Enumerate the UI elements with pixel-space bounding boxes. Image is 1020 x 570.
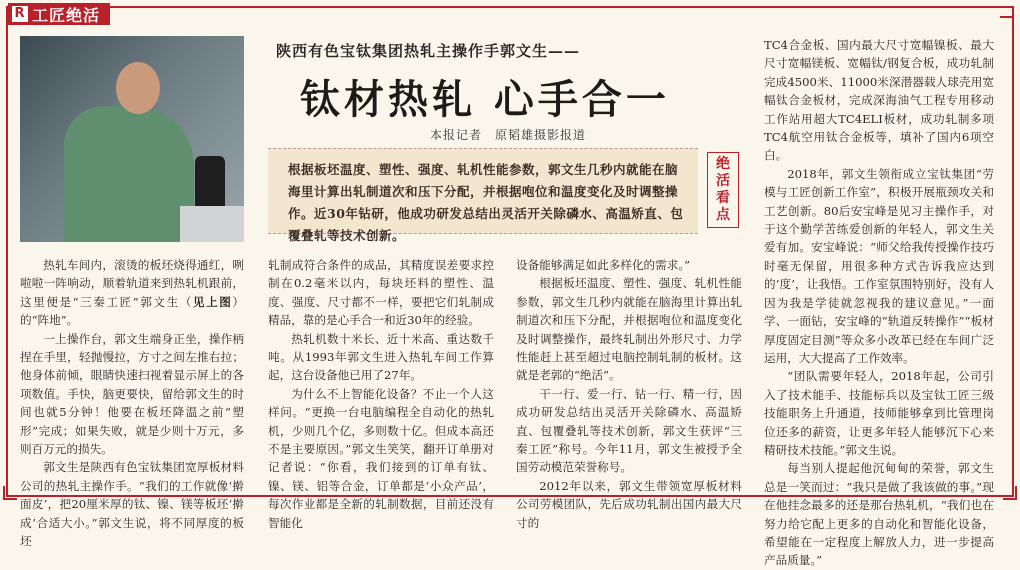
badge-char: 活	[716, 173, 730, 189]
badge-char: 绝	[716, 156, 730, 172]
paragraph: 每当别人提起他沉甸甸的荣誉，郭文生总是一笑而过：“我只是做了我该做的事。”现在他挂念最多的还是那台热轧机，“我们也在努力给它配上更多的自动化和智能化设备，希望能在一定程度上解放人力，进一步提高产品质量。”	[764, 461, 994, 568]
article-headline: 钛材热轧 心手合一	[300, 77, 670, 123]
paragraph: 轧制成符合条件的成品，其精度误差要求控制在0.2毫米以内，每块坯料的塑性、温度、强度、尺寸都不一样，要把它们轧制成精品，靠的是心手合一和近30年的经验。	[268, 258, 494, 328]
article-byline: 本报记者 原韬雄摄影报道	[430, 128, 587, 142]
photo-worker-head	[116, 62, 160, 114]
paragraph: 郭文生是陕西有色宝钛集团宽厚板材料公司的热轧主操作手。“我们的工作就像‘擀面皮’，把20厘米厚的钛、镍、镁等板坯‘擀成’合适大小。”郭文生说，将不同厚度的板坯	[20, 460, 244, 549]
paragraph: 2012年以来，郭文生带领宽厚板材料公司劳模团队，先后成功轧制出国内最大尺寸的	[516, 478, 742, 530]
text-column-1	[20, 256, 244, 551]
paragraph: 热轧车间内，滚烫的板坯烧得通红，咧啦啦一阵响动，顺着轨道来到热轧机跟前，这里便是“三秦工匠”郭文生（见上图）的“阵地”。	[20, 258, 244, 328]
article-photo	[20, 36, 244, 242]
paragraph: 根据板坯温度、塑性、强度、轧机性能参数，郭文生几秒内就能在脑海里计算出轧制道次和压下分配，并根据咆位和温度变化及时调整操作，最终轧制出外形尺寸、力学性能赶上甚至超过电脑控制轧制的板材。这就是老郭的“绝活”。	[516, 276, 742, 383]
article-kicker: 陕西有色宝钛集团热轧主操作手郭文生——	[276, 42, 581, 60]
photo-worker	[64, 106, 194, 242]
article-summary: 根据板坯温度、塑性、强度、轧机性能参数，郭文生几秒内就能在脑海里计算出轧制道次和压下分配，并根据咆位和温度变化及时调整操作。近30年钻研，他成功研发总结出灵活开关除磷水、高温矫直、包覆叠轧等技术创新。	[268, 148, 698, 234]
corner-ornament	[3, 486, 17, 500]
section-header	[8, 3, 110, 25]
paragraph: TC4合金板、国内最大尺寸宽幅镍板、最大尺寸宽幅镁板、宽幅钛/钢复合板，成功轧制完成4500米、11000米深潜器载人球壳用宽幅钛合金板材，完成深海油气工程专用移动工作站用超大TC4ELI板材，成功轧制多项TC4航空用钛合金板等，填补了国内6项空白。	[764, 38, 994, 163]
paragraph: “团队需要年轻人，2018年起，公司引入了技术能手、技能标兵以及宝钛工匠三级技能职务上升通道，技师能够拿到比管理岗位还多的薪资，让更多年轻人能够沉下心来精研技术技能。”郭文生说。	[764, 369, 994, 457]
paragraph: 干一行、爱一行、钻一行、精一行，因成功研发总结出灵活开关除磷水、高温矫直、包覆叠轧等技术创新，郭文生获评“三秦工匠”称号。今年11月，郭文生被授予全国劳动模范荣誉称号。	[516, 386, 742, 475]
paragraph: 设备能够满足如此多样化的需求。”	[516, 258, 691, 272]
paragraph: 一上操作台，郭文生端身正坐，操作柄捏在手里，轻抛慢拉，方寸之间左推右拉；他身体前倾，眼睛快速扫视着显示屏上的各项数值。手快，脑更要快，留给郭文生的时间也就5分钟！他要在板坯降温之前“塑形”完成；如果失败，就是少则十万元，多则百万元的损失。	[20, 331, 244, 457]
badge-char: 点	[716, 207, 730, 223]
section-title: 工匠绝活	[32, 5, 101, 25]
highlight-badge	[707, 152, 739, 228]
paragraph: 为什么不上智能化设备？不止一个人这样问。“更换一台电脑编程全自动化的热轧机，少则几个亿，多则数十亿。但成本高还不是主要原因。”郭文生笑笑，翻开订单册对记者说：“你看，我们接到的订单有钛、镍、镁、铝等合金，订单都是‘小众产品’，每次作业都是全新的轧制数据，目前还没有智能化	[268, 386, 494, 530]
paragraph: 2018年，郭文生领衔成立宝钛集团“劳模与工匠创新工作室”，积极开展瓶颈攻关和工艺创新。80后安宝峰是见习主操作手，对于这个勤学苦练爱创新的年轻人，郭文生关爱有加。安宝峰说：“师父给我传授操作技巧时毫无保留，用很多种方式告诉我应达到的‘度’，让我悟。工作室氛围特别好，没有人因为我是学徒就忽视我的建议意见。”一面学、一面钻，安宝峰的“轨道反转操作”“板材厚度固定目测”等众多小改革已经在车间广泛运用，大大提高了工作效率。	[764, 166, 994, 365]
badge-char: 看	[716, 190, 730, 206]
corner-ornament	[1000, 16, 1014, 30]
paragraph: 热轧机数十米长、近十米高、重达数千吨。从1993年郭文生进入热轧车间工作算起，这台设备他已用了27年。	[268, 331, 494, 383]
text-column-2	[268, 256, 494, 532]
corner-ornament	[1003, 486, 1017, 500]
text-column-4	[764, 36, 994, 570]
text-column-3	[516, 256, 742, 532]
newspaper-logo-icon: R	[12, 6, 28, 22]
photo-control-panel	[180, 206, 244, 242]
